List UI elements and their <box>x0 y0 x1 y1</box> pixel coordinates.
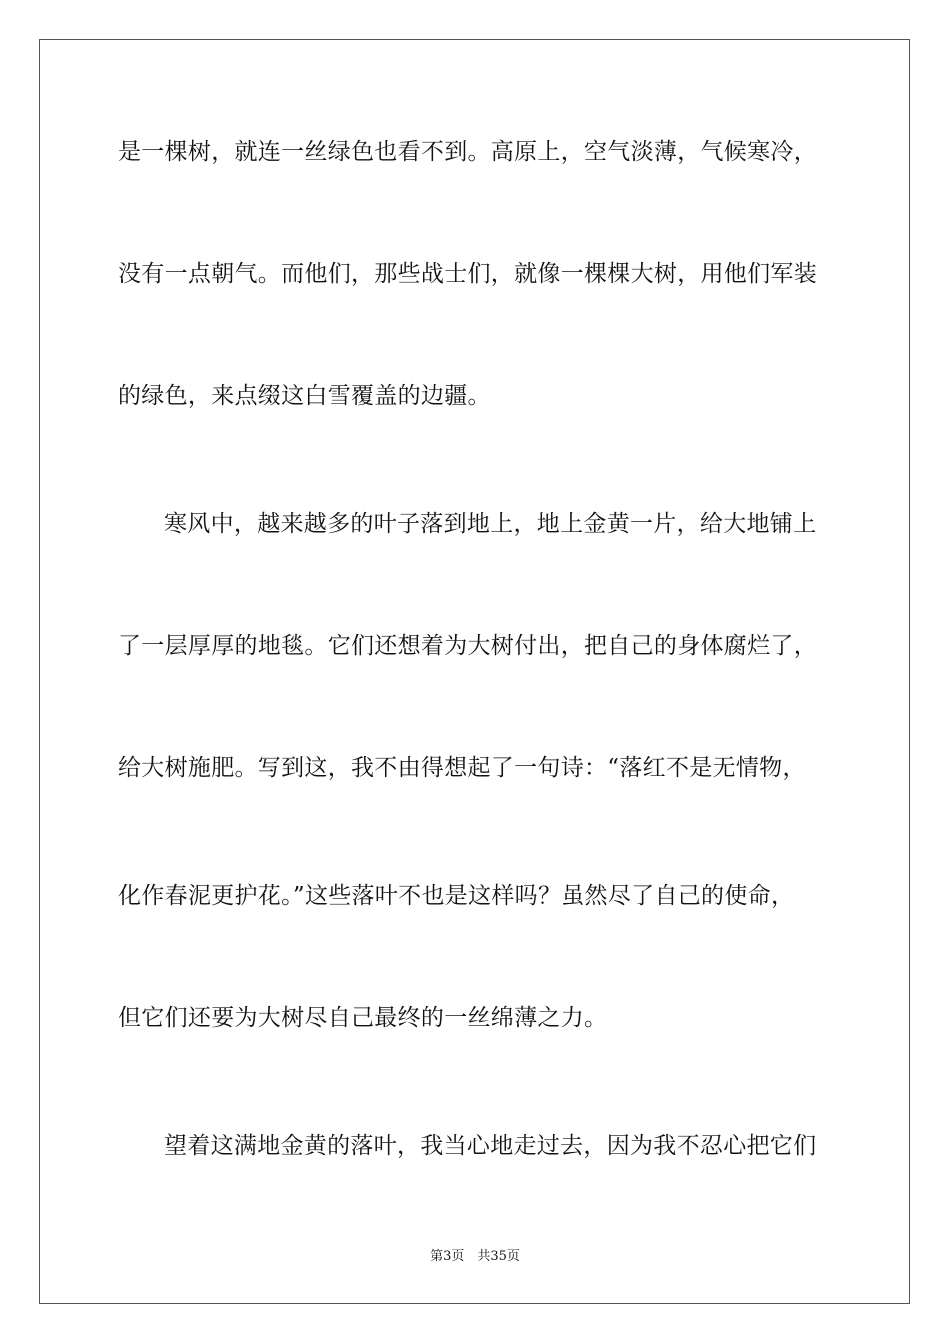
text-line: 是一棵树，就连一丝绿色也看不到。高原上，空气淡薄，气候寒冷， <box>118 139 817 165</box>
text-line: 没有一点朝气。而他们，那些战士们，就像一棵棵大树，用他们军装 <box>118 261 817 287</box>
paragraph-start-line: 寒风中，越来越多的叶子落到地上，地上金黄一片，给大地铺上 <box>164 511 817 537</box>
text-line: 化作春泥更护花。”这些落叶不也是这样吗？虽然尽了自己的使命， <box>118 883 795 909</box>
text-line: 给大树施肥。写到这，我不由得想起了一句诗：“落红不是无情物， <box>118 755 806 781</box>
text-line: 但它们还要为大树尽自己最终的一丝绵薄之力。 <box>118 1005 608 1031</box>
page-border <box>39 39 910 1304</box>
text-line: 了一层厚厚的地毯。它们还想着为大树付出，把自己的身体腐烂了， <box>118 633 817 659</box>
paragraph-start-line: 望着这满地金黄的落叶，我当心地走过去，因为我不忍心把它们 <box>164 1133 817 1159</box>
text-line: 的绿色，来点缀这白雪覆盖的边疆。 <box>118 383 491 409</box>
page-footer: 第3页 共35页 <box>430 1249 520 1264</box>
